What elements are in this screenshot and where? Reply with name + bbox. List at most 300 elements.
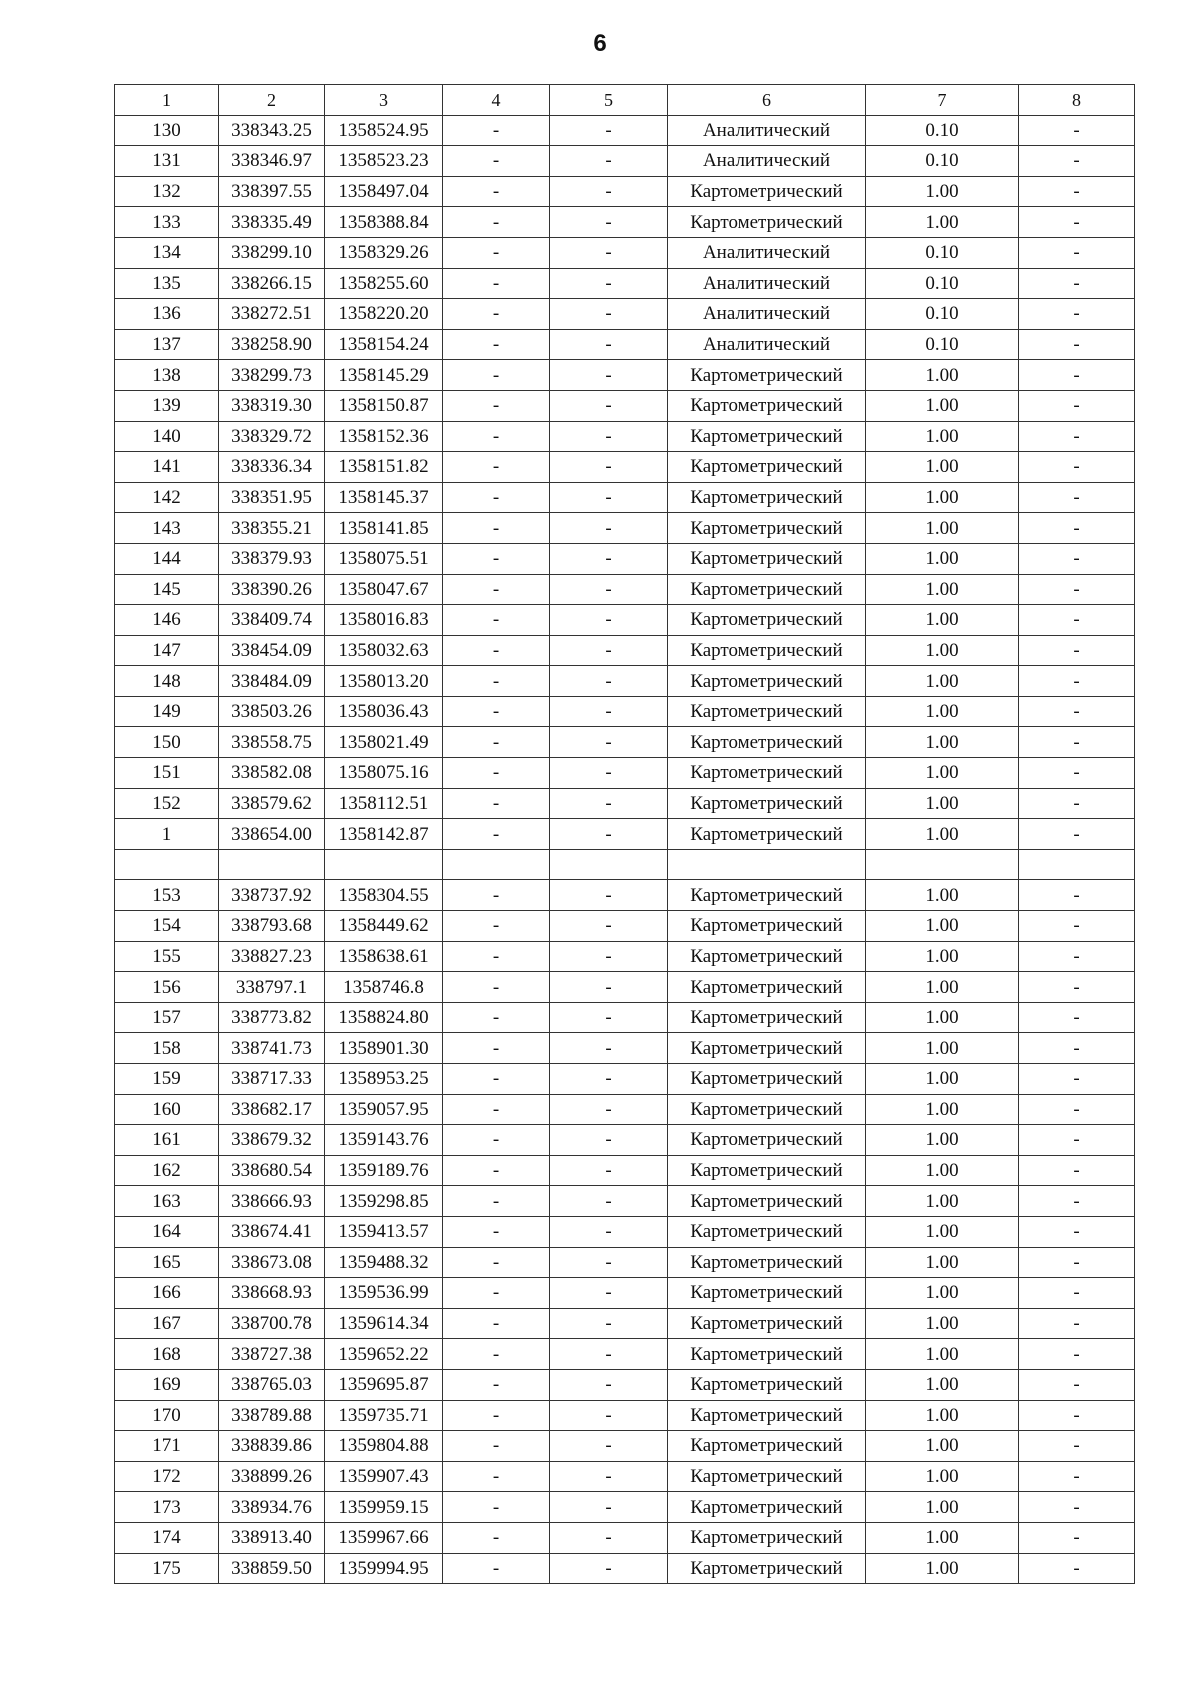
x-coordinate-cell: 338737.92 [219,880,325,911]
col5-cell: - [550,390,668,421]
y-coordinate-cell: 1358016.83 [325,605,443,636]
col5-cell [550,849,668,880]
col8-cell: - [1019,513,1135,544]
table-row [115,1522,1135,1553]
accuracy-cell: 0.10 [866,268,1019,299]
col5-cell: - [550,1339,668,1370]
method-cell: Картометрический [668,1064,866,1095]
x-coordinate-cell: 338673.08 [219,1247,325,1278]
y-coordinate-cell: 1358152.36 [325,421,443,452]
point-number-cell: 164 [115,1216,219,1247]
x-coordinate-cell [219,849,325,880]
col4-cell: - [443,513,550,544]
method-cell: Картометрический [668,941,866,972]
col8-cell: - [1019,1400,1135,1431]
method-cell: Картометрический [668,1492,866,1523]
method-cell: Картометрический [668,1431,866,1462]
col4-cell: - [443,972,550,1003]
col5-cell: - [550,758,668,789]
col8-cell: - [1019,758,1135,789]
table-row [115,1553,1135,1584]
y-coordinate-cell: 1359143.76 [325,1125,443,1156]
method-cell: Картометрический [668,1461,866,1492]
point-number-cell: 149 [115,696,219,727]
col4-cell: - [443,1492,550,1523]
accuracy-cell: 1.00 [866,941,1019,972]
y-coordinate-cell: 1358304.55 [325,880,443,911]
y-coordinate-cell: 1359536.99 [325,1278,443,1309]
method-cell: Картометрический [668,1278,866,1309]
point-number-cell: 172 [115,1461,219,1492]
y-coordinate-cell: 1358638.61 [325,941,443,972]
table-row [115,849,1135,880]
col8-cell: - [1019,1186,1135,1217]
x-coordinate-cell: 338741.73 [219,1033,325,1064]
column-header: 6 [668,85,866,116]
col4-cell: - [443,543,550,574]
point-number-cell: 134 [115,237,219,268]
x-coordinate-cell: 338329.72 [219,421,325,452]
col5-cell: - [550,1492,668,1523]
y-coordinate-cell: 1358075.16 [325,758,443,789]
col5-cell: - [550,788,668,819]
table-row [115,972,1135,1003]
point-number-cell: 1 [115,819,219,850]
column-header: 7 [866,85,1019,116]
col5-cell: - [550,299,668,330]
col4-cell: - [443,299,550,330]
method-cell: Картометрический [668,176,866,207]
x-coordinate-cell: 338827.23 [219,941,325,972]
y-coordinate-cell: 1358523.23 [325,146,443,177]
point-number-cell: 139 [115,390,219,421]
y-coordinate-cell: 1358220.20 [325,299,443,330]
x-coordinate-cell: 338258.90 [219,329,325,360]
y-coordinate-cell: 1359057.95 [325,1094,443,1125]
col8-cell: - [1019,574,1135,605]
col8-cell: - [1019,911,1135,942]
accuracy-cell: 1.00 [866,421,1019,452]
y-coordinate-cell: 1359652.22 [325,1339,443,1370]
y-coordinate-cell: 1358145.37 [325,482,443,513]
point-number-cell: 167 [115,1308,219,1339]
accuracy-cell: 0.10 [866,329,1019,360]
method-cell: Картометрический [668,1553,866,1584]
col8-cell: - [1019,972,1135,1003]
accuracy-cell [866,849,1019,880]
y-coordinate-cell: 1358154.24 [325,329,443,360]
point-number-cell: 145 [115,574,219,605]
col4-cell: - [443,1125,550,1156]
method-cell: Аналитический [668,268,866,299]
table-row [115,1064,1135,1095]
y-coordinate-cell: 1358013.20 [325,666,443,697]
y-coordinate-cell: 1358151.82 [325,452,443,483]
col5-cell: - [550,605,668,636]
x-coordinate-cell: 338579.62 [219,788,325,819]
col5-cell: - [550,911,668,942]
method-cell: Аналитический [668,237,866,268]
point-number-cell: 148 [115,666,219,697]
table-row [115,941,1135,972]
point-number-cell: 166 [115,1278,219,1309]
y-coordinate-cell: 1358112.51 [325,788,443,819]
col8-cell: - [1019,1308,1135,1339]
col4-cell: - [443,1431,550,1462]
col4-cell: - [443,758,550,789]
point-number-cell: 130 [115,115,219,146]
x-coordinate-cell: 338346.97 [219,146,325,177]
table-row [115,911,1135,942]
x-coordinate-cell: 338700.78 [219,1308,325,1339]
x-coordinate-cell: 338839.86 [219,1431,325,1462]
accuracy-cell: 1.00 [866,1247,1019,1278]
column-header: 1 [115,85,219,116]
method-cell: Картометрический [668,635,866,666]
col5-cell: - [550,635,668,666]
col8-cell: - [1019,115,1135,146]
col4-cell: - [443,176,550,207]
column-header: 2 [219,85,325,116]
col8-cell: - [1019,1247,1135,1278]
col8-cell: - [1019,176,1135,207]
y-coordinate-cell: 1358075.51 [325,543,443,574]
x-coordinate-cell: 338666.93 [219,1186,325,1217]
col4-cell: - [443,146,550,177]
col4-cell: - [443,819,550,850]
x-coordinate-cell: 338765.03 [219,1369,325,1400]
accuracy-cell: 1.00 [866,1002,1019,1033]
x-coordinate-cell: 338355.21 [219,513,325,544]
col8-cell: - [1019,268,1135,299]
accuracy-cell: 1.00 [866,482,1019,513]
table-row [115,574,1135,605]
table-row [115,758,1135,789]
method-cell: Картометрический [668,1094,866,1125]
x-coordinate-cell: 338654.00 [219,819,325,850]
col4-cell: - [443,1064,550,1095]
method-cell: Картометрический [668,911,866,942]
method-cell: Картометрический [668,360,866,391]
accuracy-cell: 1.00 [866,1461,1019,1492]
point-number-cell: 161 [115,1125,219,1156]
point-number-cell [115,849,219,880]
col8-cell: - [1019,146,1135,177]
y-coordinate-cell: 1358142.87 [325,819,443,850]
method-cell: Картометрический [668,1216,866,1247]
method-cell: Картометрический [668,452,866,483]
accuracy-cell: 1.00 [866,543,1019,574]
method-cell: Картометрический [668,1308,866,1339]
col5-cell: - [550,329,668,360]
point-number-cell: 154 [115,911,219,942]
x-coordinate-cell: 338558.75 [219,727,325,758]
x-coordinate-cell: 338789.88 [219,1400,325,1431]
x-coordinate-cell: 338336.34 [219,452,325,483]
table-row [115,696,1135,727]
col8-cell: - [1019,1033,1135,1064]
point-number-cell: 132 [115,176,219,207]
col4-cell: - [443,452,550,483]
accuracy-cell: 1.00 [866,666,1019,697]
table-row [115,237,1135,268]
accuracy-cell: 1.00 [866,1186,1019,1217]
table-row [115,1094,1135,1125]
method-cell: Аналитический [668,329,866,360]
col5-cell: - [550,1002,668,1033]
col5-cell: - [550,176,668,207]
y-coordinate-cell: 1359907.43 [325,1461,443,1492]
table-row [115,880,1135,911]
table-row [115,268,1135,299]
method-cell [668,849,866,880]
col5-cell: - [550,1553,668,1584]
col4-cell: - [443,1308,550,1339]
accuracy-cell: 1.00 [866,727,1019,758]
page-number: 6 [593,30,607,57]
col4-cell: - [443,1522,550,1553]
table-row [115,299,1135,330]
point-number-cell: 171 [115,1431,219,1462]
col8-cell: - [1019,727,1135,758]
x-coordinate-cell: 338335.49 [219,207,325,238]
y-coordinate-cell: 1359189.76 [325,1155,443,1186]
col5-cell: - [550,1278,668,1309]
table-row [115,1186,1135,1217]
point-number-cell: 135 [115,268,219,299]
col8-cell: - [1019,1094,1135,1125]
col8-cell: - [1019,666,1135,697]
col8-cell: - [1019,1492,1135,1523]
point-number-cell: 147 [115,635,219,666]
col4-cell: - [443,727,550,758]
accuracy-cell: 1.00 [866,1278,1019,1309]
point-number-cell: 157 [115,1002,219,1033]
col5-cell: - [550,237,668,268]
col8-cell: - [1019,635,1135,666]
point-number-cell: 150 [115,727,219,758]
col4-cell: - [443,1186,550,1217]
col5-cell: - [550,819,668,850]
table-row [115,482,1135,513]
y-coordinate-cell: 1358141.85 [325,513,443,544]
accuracy-cell: 1.00 [866,1094,1019,1125]
table-body [115,115,1135,1584]
y-coordinate-cell: 1358824.80 [325,1002,443,1033]
col5-cell: - [550,696,668,727]
point-number-cell: 141 [115,452,219,483]
accuracy-cell: 0.10 [866,299,1019,330]
point-number-cell: 136 [115,299,219,330]
y-coordinate-cell: 1359413.57 [325,1216,443,1247]
accuracy-cell: 1.00 [866,1216,1019,1247]
col4-cell: - [443,237,550,268]
method-cell: Картометрический [668,605,866,636]
accuracy-cell: 1.00 [866,1431,1019,1462]
table-header-row [115,85,1135,116]
col8-cell: - [1019,1278,1135,1309]
y-coordinate-cell: 1359488.32 [325,1247,443,1278]
y-coordinate-cell: 1358388.84 [325,207,443,238]
method-cell: Картометрический [668,543,866,574]
col5-cell: - [550,1033,668,1064]
y-coordinate-cell: 1358524.95 [325,115,443,146]
point-number-cell: 146 [115,605,219,636]
table-row [115,360,1135,391]
x-coordinate-cell: 338454.09 [219,635,325,666]
table-row [115,146,1135,177]
col4-cell: - [443,390,550,421]
accuracy-cell: 1.00 [866,1033,1019,1064]
table-row [115,1369,1135,1400]
y-coordinate-cell: 1359967.66 [325,1522,443,1553]
col4-cell: - [443,1247,550,1278]
point-number-cell: 131 [115,146,219,177]
point-number-cell: 155 [115,941,219,972]
column-header: 3 [325,85,443,116]
y-coordinate-cell: 1358036.43 [325,696,443,727]
table-row [115,329,1135,360]
x-coordinate-cell: 338299.73 [219,360,325,391]
col5-cell: - [550,666,668,697]
accuracy-cell: 1.00 [866,1522,1019,1553]
col5-cell: - [550,880,668,911]
col4-cell: - [443,1094,550,1125]
point-number-cell: 156 [115,972,219,1003]
col4-cell: - [443,941,550,972]
col8-cell: - [1019,941,1135,972]
col4-cell: - [443,635,550,666]
method-cell: Картометрический [668,1125,866,1156]
method-cell: Картометрический [668,1247,866,1278]
point-number-cell: 152 [115,788,219,819]
point-number-cell: 162 [115,1155,219,1186]
x-coordinate-cell: 338682.17 [219,1094,325,1125]
x-coordinate-cell: 338379.93 [219,543,325,574]
y-coordinate-cell: 1359298.85 [325,1186,443,1217]
accuracy-cell: 1.00 [866,360,1019,391]
point-number-cell: 158 [115,1033,219,1064]
table-row [115,543,1135,574]
method-cell: Картометрический [668,1369,866,1400]
accuracy-cell: 1.00 [866,972,1019,1003]
col8-cell: - [1019,1339,1135,1370]
table-row [115,1339,1135,1370]
x-coordinate-cell: 338409.74 [219,605,325,636]
table-row [115,1492,1135,1523]
col4-cell: - [443,360,550,391]
method-cell: Картометрический [668,972,866,1003]
col4-cell: - [443,1369,550,1400]
accuracy-cell: 1.00 [866,1400,1019,1431]
col5-cell: - [550,1064,668,1095]
accuracy-cell: 1.00 [866,390,1019,421]
col5-cell: - [550,1094,668,1125]
col4-cell: - [443,329,550,360]
method-cell: Картометрический [668,788,866,819]
method-cell: Картометрический [668,696,866,727]
point-number-cell: 138 [115,360,219,391]
table-row [115,452,1135,483]
col5-cell: - [550,1308,668,1339]
col5-cell: - [550,941,668,972]
y-coordinate-cell: 1358255.60 [325,268,443,299]
method-cell: Картометрический [668,1002,866,1033]
col8-cell: - [1019,1216,1135,1247]
col4-cell: - [443,115,550,146]
method-cell: Картометрический [668,207,866,238]
accuracy-cell: 1.00 [866,176,1019,207]
point-number-cell: 140 [115,421,219,452]
column-header: 5 [550,85,668,116]
table-row [115,727,1135,758]
table-row [115,1431,1135,1462]
accuracy-cell: 1.00 [866,452,1019,483]
point-number-cell: 159 [115,1064,219,1095]
col5-cell: - [550,1125,668,1156]
x-coordinate-cell: 338351.95 [219,482,325,513]
col4-cell: - [443,1033,550,1064]
x-coordinate-cell: 338859.50 [219,1553,325,1584]
method-cell: Картометрический [668,1339,866,1370]
col5-cell: - [550,482,668,513]
x-coordinate-cell: 338934.76 [219,1492,325,1523]
table-row [115,1247,1135,1278]
col4-cell [443,849,550,880]
table-row [115,115,1135,146]
method-cell: Картометрический [668,666,866,697]
col4-cell: - [443,1155,550,1186]
method-cell: Картометрический [668,513,866,544]
col5-cell: - [550,972,668,1003]
table-row [115,1155,1135,1186]
col5-cell: - [550,1247,668,1278]
accuracy-cell: 1.00 [866,1369,1019,1400]
accuracy-cell: 1.00 [866,513,1019,544]
point-number-cell: 153 [115,880,219,911]
x-coordinate-cell: 338266.15 [219,268,325,299]
col8-cell: - [1019,329,1135,360]
x-coordinate-cell: 338727.38 [219,1339,325,1370]
column-header: 4 [443,85,550,116]
method-cell: Картометрический [668,421,866,452]
table-row [115,421,1135,452]
x-coordinate-cell: 338913.40 [219,1522,325,1553]
column-header: 8 [1019,85,1135,116]
method-cell: Картометрический [668,1400,866,1431]
table-row [115,207,1135,238]
table-row [115,176,1135,207]
point-number-cell: 137 [115,329,219,360]
accuracy-cell: 1.00 [866,696,1019,727]
col5-cell: - [550,452,668,483]
table-row [115,390,1135,421]
method-cell: Картометрический [668,574,866,605]
col8-cell: - [1019,390,1135,421]
point-number-cell: 144 [115,543,219,574]
point-number-cell: 151 [115,758,219,789]
y-coordinate-cell: 1358032.63 [325,635,443,666]
col8-cell: - [1019,207,1135,238]
point-number-cell: 174 [115,1522,219,1553]
col4-cell: - [443,911,550,942]
point-number-cell: 160 [115,1094,219,1125]
col5-cell: - [550,727,668,758]
method-cell: Картометрический [668,819,866,850]
col8-cell: - [1019,482,1135,513]
col8-cell: - [1019,1522,1135,1553]
col5-cell: - [550,360,668,391]
